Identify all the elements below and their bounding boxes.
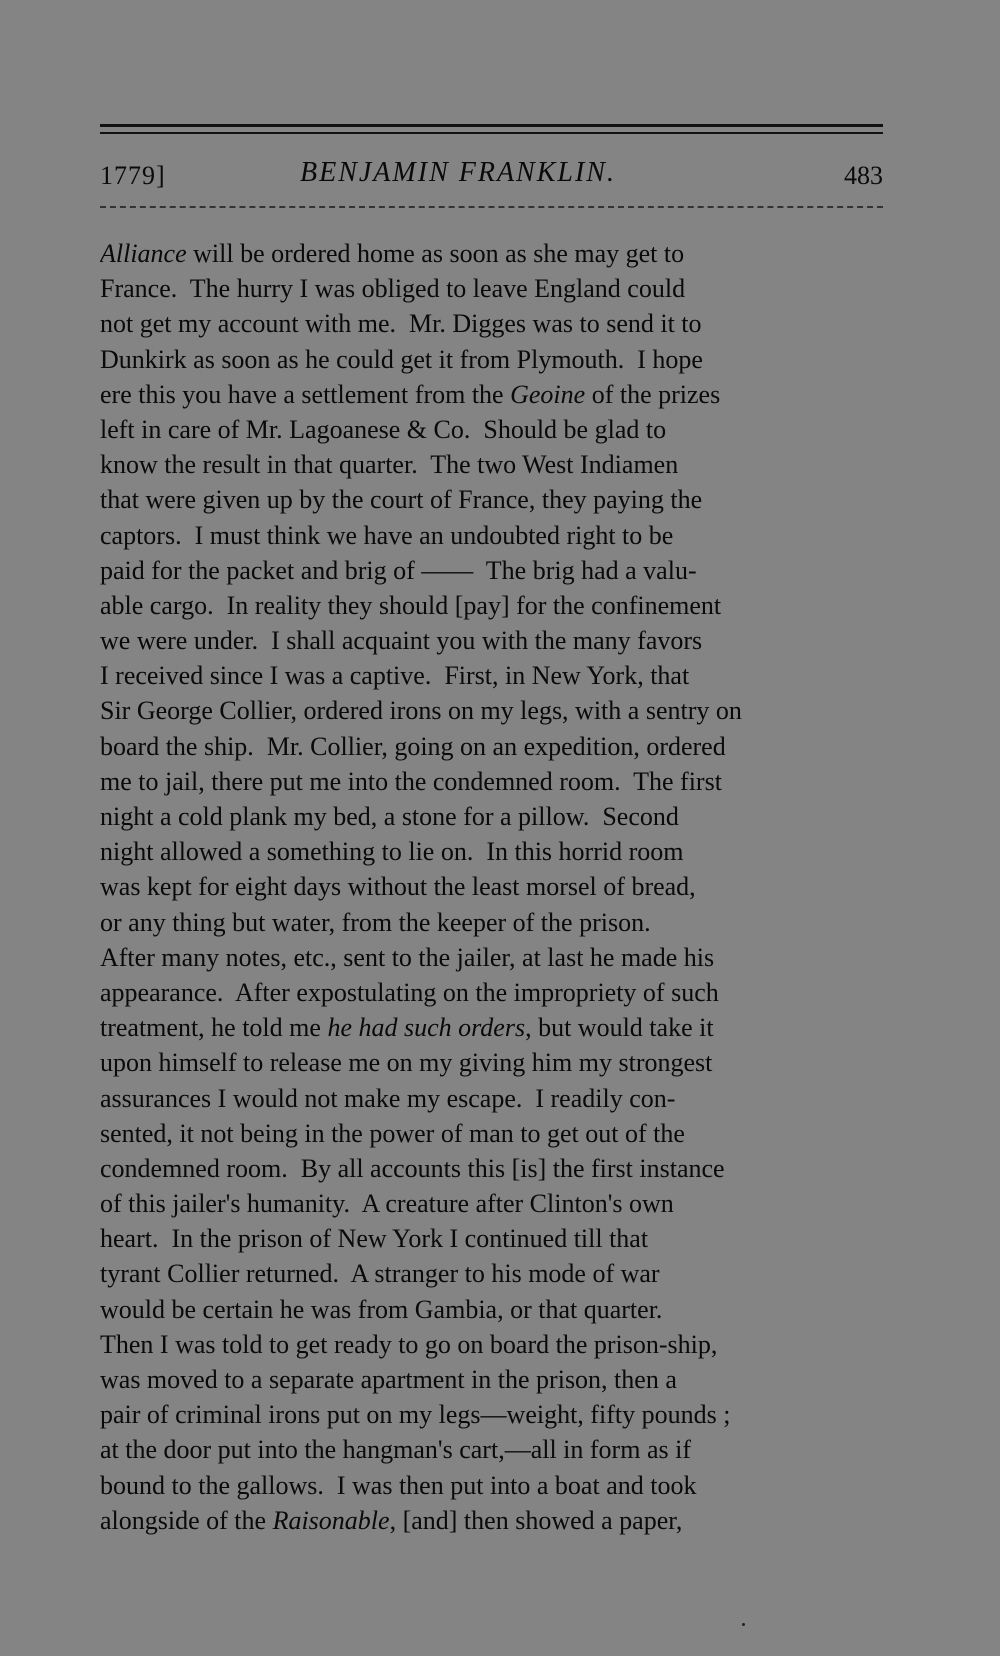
text-line xyxy=(100,1221,890,1256)
header-rule-top xyxy=(100,124,883,127)
text-line xyxy=(100,1468,890,1503)
text-segment: me to jail, there put me into the condemned room. The first xyxy=(100,766,722,796)
text-segment: , [and] then showed a paper, xyxy=(389,1505,683,1535)
text-line xyxy=(100,1292,890,1327)
text-segment: After many notes, etc., sent to the jailer, at last he made his xyxy=(100,942,715,972)
italic-text: Alliance xyxy=(100,239,187,268)
text-line xyxy=(100,1116,890,1151)
text-segment: night allowed a something to lie on. In this horrid room xyxy=(100,837,684,867)
text-segment: left in care of Mr. Lagoanese & Co. Should be glad to xyxy=(100,414,667,444)
text-line xyxy=(100,905,890,940)
text-line xyxy=(100,658,890,693)
text-segment: night a cold plank my bed, a stone for a pillow. Second xyxy=(100,802,679,831)
text-segment: upon himself to release me on my giving him my strongest xyxy=(100,1048,713,1078)
text-segment: assurances I would not make my escape. I readily con- xyxy=(100,1083,676,1113)
text-segment: Sir George Collier, ordered irons on my legs, with a sentry on xyxy=(100,696,742,726)
text-segment: board the ship. Mr. Collier, going on an expedition, ordered xyxy=(100,731,726,761)
text-line xyxy=(100,1362,890,1397)
text-segment: alongside of the xyxy=(100,1505,273,1535)
text-segment: appearance. After expostulating on the impropriety of such xyxy=(100,977,719,1007)
text-line xyxy=(100,623,890,658)
text-line xyxy=(100,1081,890,1116)
text-segment: sented, it not being in the power of man to get out of the xyxy=(100,1118,685,1148)
text-segment: will be ordered home as soon as she may get to xyxy=(186,239,685,268)
text-line xyxy=(100,869,890,904)
text-line xyxy=(100,1186,890,1221)
header-rule-bottom xyxy=(100,132,883,134)
header-year: 1779] xyxy=(100,161,166,190)
text-line xyxy=(100,342,890,377)
text-segment: pair of criminal irons put on my legs—weight, fifty pounds ; xyxy=(100,1400,731,1430)
text-line xyxy=(100,799,890,834)
text-line xyxy=(100,764,890,799)
text-line xyxy=(100,412,890,447)
text-segment: condemned room. By all accounts this [is] the first instance xyxy=(100,1153,725,1183)
text-segment: that were given up by the court of France, they paying the xyxy=(100,485,703,515)
text-line xyxy=(100,482,890,517)
text-line xyxy=(100,1327,890,1362)
text-segment: France. The hurry I was obliged to leave England could xyxy=(100,274,686,304)
header-title: BENJAMIN FRANKLIN. xyxy=(300,157,616,188)
text-segment: Dunkirk as soon as he could get it from Plymouth. I hope xyxy=(100,344,703,374)
text-line xyxy=(100,1432,890,1467)
text-line xyxy=(100,1010,890,1045)
text-line xyxy=(100,306,890,341)
print-speck xyxy=(742,1623,745,1626)
text-line xyxy=(100,729,890,764)
text-line xyxy=(100,1151,890,1186)
text-segment: treatment, he told me xyxy=(100,1013,328,1043)
text-segment: tyrant Collier returned. A stranger to his mode of war xyxy=(100,1259,660,1289)
text-line xyxy=(100,1397,890,1432)
text-line xyxy=(100,940,890,975)
text-segment: , but would take it xyxy=(525,1013,714,1043)
italic-text: Geoine xyxy=(510,379,586,409)
text-segment: paid for the packet and brig of —— The brig had a valu- xyxy=(100,555,697,585)
text-line xyxy=(100,377,890,412)
page-number: 483 xyxy=(844,161,883,190)
text-segment: heart. In the prison of New York I continued till that xyxy=(100,1224,649,1254)
text-segment: captors. I must think we have an undoubted right to be xyxy=(100,520,674,550)
text-line xyxy=(100,693,890,728)
text-segment: able cargo. In reality they should [pay] for the confinement xyxy=(100,590,722,620)
text-line xyxy=(100,553,890,588)
text-segment: or any thing but water, from the keeper of the prison. xyxy=(100,907,651,937)
text-segment: ere this you have a settlement from the xyxy=(100,379,511,409)
text-segment: know the result in that quarter. The two West Indiamen xyxy=(100,450,679,480)
text-line xyxy=(100,588,890,623)
text-segment: was moved to a separate apartment in the prison, then a xyxy=(100,1365,677,1394)
text-segment: I received since I was a captive. First, in New York, that xyxy=(100,661,690,691)
text-line xyxy=(100,271,890,306)
text-segment: bound to the gallows. I was then put into a boat and took xyxy=(100,1470,697,1500)
body-text xyxy=(100,236,890,1538)
text-segment: of this jailer's humanity. A creature after Clinton's own xyxy=(100,1189,674,1219)
text-line xyxy=(100,447,890,482)
text-line xyxy=(100,518,890,553)
text-line xyxy=(100,975,890,1010)
header-divider xyxy=(100,206,883,208)
text-segment: was kept for eight days without the least morsel of bread, xyxy=(100,872,696,902)
text-segment: we were under. I shall acquaint you with the many favors xyxy=(100,626,703,656)
text-segment: of the prizes xyxy=(585,379,721,409)
text-line xyxy=(100,236,890,271)
text-line xyxy=(100,834,890,869)
text-line xyxy=(100,1045,890,1080)
text-segment: would be certain he was from Gambia, or that quarter. xyxy=(100,1294,663,1324)
text-segment: not get my account with me. Mr. Digges was to send it to xyxy=(100,309,702,339)
italic-text: he had such orders xyxy=(327,1013,526,1043)
text-segment: Then I was told to get ready to go on board the prison-ship, xyxy=(100,1329,718,1359)
text-line xyxy=(100,1503,890,1538)
text-segment: at the door put into the hangman's cart,—all in form as if xyxy=(100,1435,691,1465)
running-header xyxy=(100,153,883,197)
italic-text: Raisonable xyxy=(272,1505,390,1535)
text-line xyxy=(100,1256,890,1291)
